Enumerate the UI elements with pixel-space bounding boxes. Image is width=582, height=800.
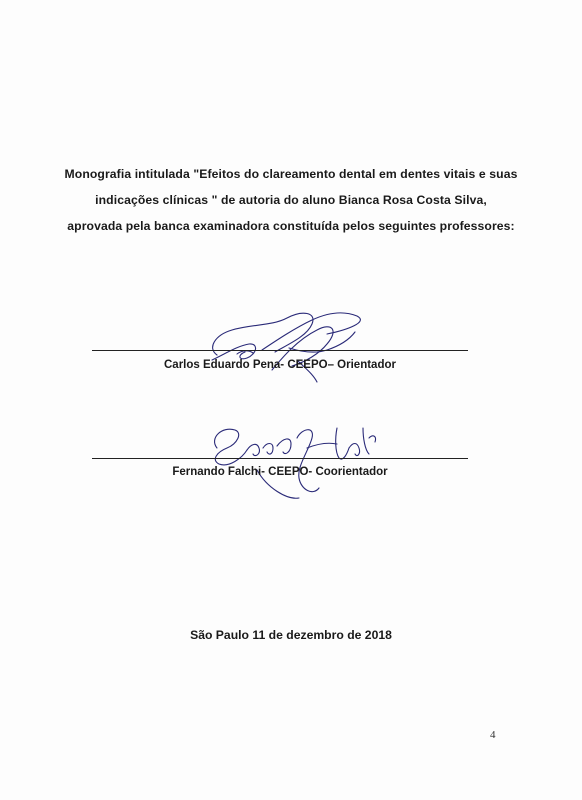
- signature-block-coadvisor: [92, 408, 468, 508]
- place-and-date: São Paulo 11 de dezembro de 2018: [190, 628, 392, 642]
- page-number: 4: [490, 729, 496, 741]
- approval-line-1: Monografia intitulada "Efeitos do clareamento dental em dentes vitais e suas: [64, 167, 518, 181]
- handwritten-signature-advisor: [177, 300, 437, 390]
- signature-block-advisor: [92, 300, 468, 390]
- signature-line-coadvisor: [92, 458, 468, 459]
- approval-line-2: indicações clínicas " de autoria do aluno Bianca Rosa Costa Silva,: [95, 193, 487, 207]
- approval-statement: [40, 161, 542, 239]
- signatory-name-coadvisor: Fernando Falchi- CEEPO- Coorientador: [172, 466, 388, 478]
- approval-line-3: aprovada pela banca examinadora constituída pelos seguintes professores:: [67, 219, 515, 233]
- signatory-name-advisor: Carlos Eduardo Pena- CEEPO– Orientador: [164, 359, 396, 371]
- signature-line-advisor: [92, 350, 468, 351]
